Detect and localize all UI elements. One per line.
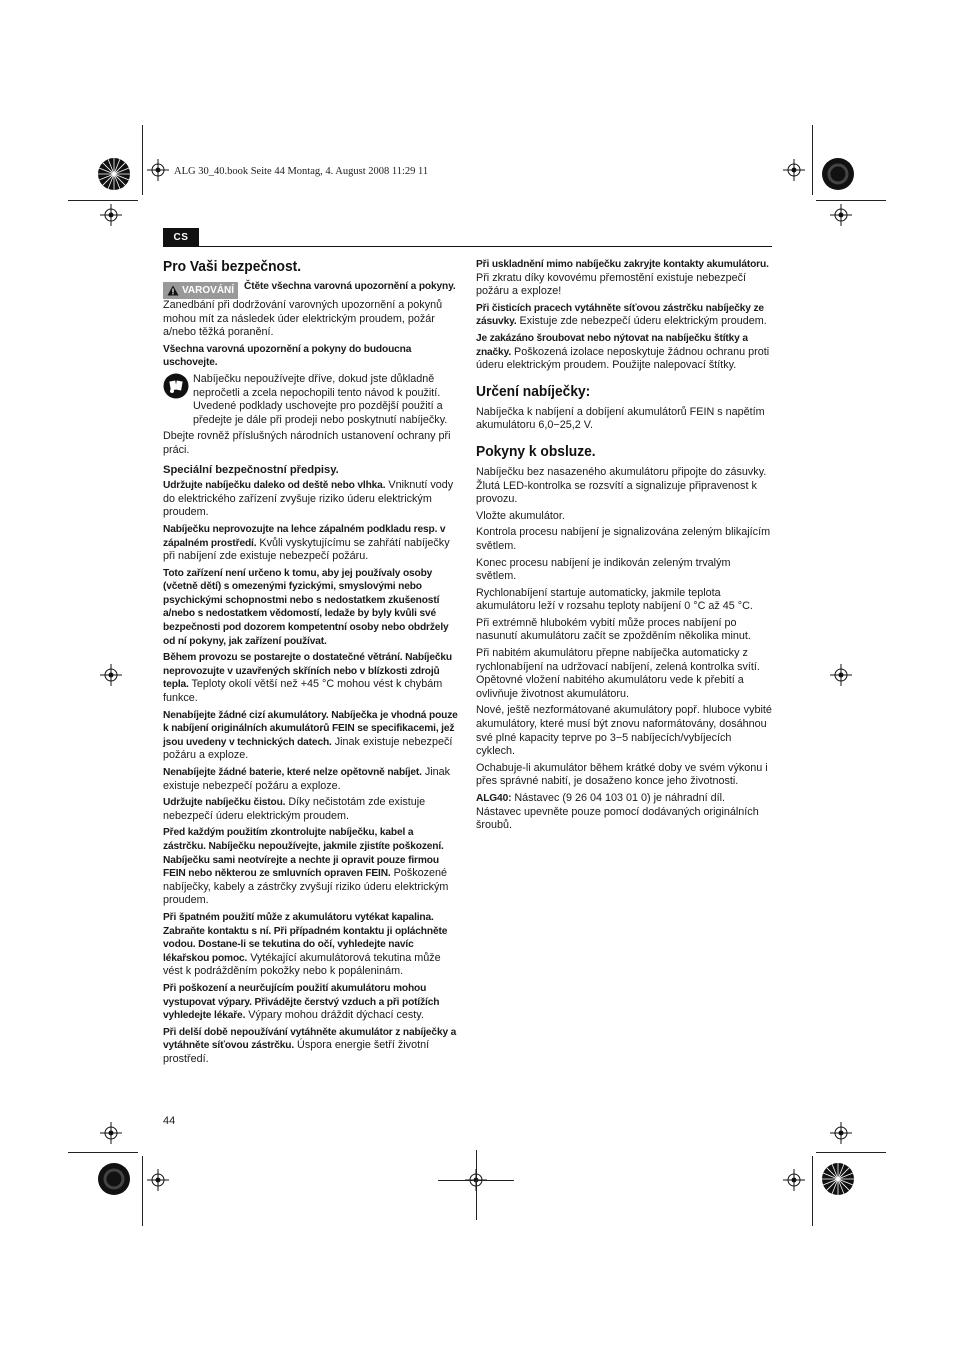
rule-item xyxy=(163,1026,458,1067)
rule-bold: Při čisticích pracech vytáhněte síťovou zástrčku nabíječky ze zásuvky. xyxy=(476,302,764,328)
rule-bold: Udržujte nabíječku čistou. xyxy=(163,797,286,809)
rule-bold: Během provozu se postarejte o dostatečné větrání. Nabíječku neprovozujte v uzavřených skříních nebo v blízkosti zdrojů tepla. xyxy=(163,652,452,691)
warning-bold: Čtěte všechna varovná upozornění a pokyny. xyxy=(244,281,456,292)
operation-item: Kontrola procesu nabíjení je signalizována zeleným blikajícím světlem. xyxy=(476,526,771,552)
rule-item xyxy=(163,766,458,793)
section-title-safety: Pro Vaši bezpečnost. xyxy=(163,258,302,275)
crop-mark xyxy=(816,1152,886,1153)
special-rules-heading: Speciální bezpečnostní předpisy. xyxy=(163,463,339,476)
rule-item xyxy=(163,567,458,649)
operation-item: Rychlonabíjení startuje automaticky, jakmile teplota akumulátoru leží v rozsahu teploty nabíjení 0 °C až 45 °C. xyxy=(476,586,753,613)
crosshair-mark-icon xyxy=(100,1122,122,1144)
rule-text: Teploty okolí větší než +45 °C mohou vést k chybám funkce. xyxy=(163,678,443,705)
operation-item: Nové, ještě nezformátované akumulátory popř. hluboce vybité akumulátory, které musí být znovu naformátovány, dosáhnou své plné kapacity teprve po 3−5 nabíjecích/vybíjecích cyklech. xyxy=(476,704,772,758)
crosshair-mark-icon xyxy=(783,159,805,181)
rule-text: Při zkratu díky kovovému přemostění existuje nebezpečí požáru a exploze! xyxy=(476,271,747,298)
crop-mark xyxy=(68,200,138,201)
crosshair-mark-icon xyxy=(830,204,852,226)
right-column xyxy=(476,258,772,836)
crosshair-mark-icon xyxy=(147,1169,169,1191)
rule-item xyxy=(476,332,772,373)
read-manual-icon xyxy=(163,373,189,399)
crop-mark xyxy=(476,1150,477,1220)
operation-item: Vložte akumulátor. xyxy=(476,509,565,522)
rule-item xyxy=(163,911,458,979)
crop-mark xyxy=(142,1156,143,1226)
rule-text: Vytékající akumulátorová tekutina může vést k podrážděním pokožky nebo k popáleninám. xyxy=(163,951,441,978)
rule-bold: Toto zařízení není určeno k tomu, aby jej používaly osoby (včetně dětí) s omezenými fyzickými, smyslovými nebo psychickými schopnostmi nebo s nedostatkem zkušeností a/nebo s nedostatkem vědomostí, ledaže by byly kvůli své bezpečnosti pod dozorem kompetentní osoby nebo obdržely od ní pokyny, jak zařízení používat. xyxy=(163,567,449,647)
rule-item xyxy=(163,709,458,763)
warning-text: Zanedbání při dodržování varovných upozornění a pokynů mohou mít za následek úder elektrickým proudem, požár a/nebo těžká poranění. xyxy=(163,299,443,339)
rule-text: Existuje zde nebezpečí úderu elektrickým proudem. xyxy=(516,315,767,328)
crop-mark xyxy=(812,1156,813,1226)
rule-bold: Při špatném použití může z akumulátoru vytékat kapalina. Zabraňte kontaktu s ní. Při případném kontaktu ji opláchněte vodou. Dostane-li se tekutina do očí, vyhledejte navíc lékařskou pomoc. xyxy=(163,911,448,964)
warning-triangle-icon xyxy=(167,285,179,296)
rule-text: Vniknutí vody do elektrického zařízení zvyšuje riziko úderu elektrickým proudem. xyxy=(163,479,454,519)
rule-text: Úspora energie šetří životní prostředí. xyxy=(163,1039,430,1065)
crosshair-mark-icon xyxy=(830,1122,852,1144)
operation-item: Při extrémně hlubokém vybití může proces nabíjení po nasunutí akumulátoru začít se zpožděním několika minut. xyxy=(476,616,751,643)
model-label: ALG40: xyxy=(476,793,512,804)
rule-bold: Při uskladnění mimo nabíječku zakryjte kontakty akumulátoru. xyxy=(476,259,769,270)
manual-block xyxy=(163,373,458,430)
rule-item xyxy=(476,302,772,329)
crosshair-mark-icon xyxy=(147,159,169,181)
operation-text: Nástavec (9 26 04 103 01 0) je náhradní díl. Nástavec upevněte pouze pomocí dodávaných originálních šroubů. xyxy=(476,792,759,832)
rule-item xyxy=(476,258,772,299)
rule-bold: Je zakázáno šroubovat nebo nýtovat na nabíječku štítky a značky. xyxy=(476,332,748,358)
rule-bold: Při poškození a neurčujícím použití akumulátoru mohou vystupovat výpary. Přivádějte čerstvý vzduch a při potížích vyhledejte lékaře. xyxy=(163,982,440,1022)
registration-target-icon xyxy=(821,1162,855,1196)
registration-target-icon xyxy=(821,157,855,191)
rule-bold: Nabíječku neprovozujte na lehce zápalném podkladu resp. v zápalném prostředí. xyxy=(163,523,446,549)
crop-mark xyxy=(816,200,886,201)
rule-bold: Udržujte nabíječku daleko od deště nebo vlhka. xyxy=(163,480,386,492)
rule-bold: Při delší době nepoužívání vytáhněte akumulátor z nabíječky a vytáhněte síťovou zástrčku. xyxy=(163,1026,457,1052)
registration-target-icon xyxy=(97,157,131,191)
language-badge: CS xyxy=(163,228,199,247)
operation-item: Ochabuje-li akumulátor během krátké doby ve svém výkonu i přes správné nabití, je dosaženo konce jeho životnosti. xyxy=(476,761,768,788)
crop-mark xyxy=(142,125,143,195)
registration-target-icon xyxy=(97,1162,131,1196)
rule-text: Jinak existuje nebezpečí požáru a exploze. xyxy=(163,735,453,762)
manual-text: Nabíječku nepoužívejte dříve, dokud jste důkladně nepročetli a zcela nepochopili tento návod k použití. Uvedené podklady uschovejte pro pozdější použití a předejte je dále při prodeji nebo poskytnutí nabíječky. xyxy=(193,372,448,426)
crosshair-mark-icon xyxy=(100,204,122,226)
national-rules: Dbejte rovněž příslušných národních ustanovení ochrany při práci. xyxy=(163,430,451,456)
operation-item xyxy=(476,792,772,833)
rule-text: Poškozené nabíječky, kabely a zástrčky zvyšují riziko úderu elektrickým proudem. xyxy=(163,867,449,907)
rule-item xyxy=(163,796,458,823)
rule-bold: Před každým použitím zkontrolujte nabíječku, kabel a zástrčku. Nabíječku nepoužívejte, jakmile zjistíte poškození. Nabíječku sami neotvírejte a nechte ji opravit pouze firmou FEIN nebo některou ze smluvních opraven FEIN. xyxy=(163,827,444,880)
warning-badge-label: VAROVÁNÍ xyxy=(182,284,235,296)
crosshair-mark-icon xyxy=(783,1169,805,1191)
keep-instructions: Všechna varovná upozornění a pokyny do budoucna uschovejte. xyxy=(163,343,412,369)
page-number: 44 xyxy=(163,1115,176,1127)
section-title-operation: Pokyny k obsluze. xyxy=(476,442,596,460)
rule-item xyxy=(163,982,458,1023)
rule-text: Jinak existuje nebezpečí požáru a exploze. xyxy=(163,766,451,792)
warning-badge xyxy=(163,282,238,299)
purpose-text: Nabíječka k nabíjení a dobíjení akumulátorů FEIN s napětím akumulátoru 6,0−25,2 V. xyxy=(476,405,765,432)
rule-item xyxy=(163,479,458,520)
crosshair-mark-icon xyxy=(100,664,122,686)
operation-item: Konec procesu nabíjení je indikován zeleným trvalým světlem. xyxy=(476,556,731,583)
rule-text: Díky nečistotám zde existuje nebezpečí úderu elektrickým proudem. xyxy=(163,796,426,822)
rule-bold: Nenabíjejte žádné baterie, které nelze opětovně nabíjet. xyxy=(163,767,422,778)
print-header: ALG 30_40.book Seite 44 Montag, 4. August 2008 11:29 11 xyxy=(174,166,429,177)
warning-block xyxy=(163,281,458,299)
rule-item xyxy=(163,651,458,705)
crop-mark xyxy=(812,125,813,195)
rule-item xyxy=(163,523,458,564)
rule-text: Poškozená izolace neposkytuje žádnou ochranu proti úderu elektrickým proudem. Použijte nalepovací štítky. xyxy=(476,345,770,372)
header-rule xyxy=(199,246,772,247)
rule-bold: Nenabíjejte žádné cizí akumulátory. Nabíječka je vhodná pouze k nabíjení originálních akumulátorů FEIN se specifikacemi, jež jsou uvedeny v technických datech. xyxy=(163,709,458,748)
crop-mark xyxy=(68,1152,138,1153)
section-title-purpose: Určení nabíječky: xyxy=(476,382,591,400)
rule-item xyxy=(163,826,458,908)
rule-text: Kvůli vyskytujícímu se zahřátí nabíječky při nabíjení zde existuje nebezpečí požáru. xyxy=(163,536,450,563)
rule-text: Výpary mohou dráždit dýchací cesty. xyxy=(245,1009,424,1022)
operation-item: Při nabitém akumulátoru přepne nabíječka automaticky z rychlonabíjení na udržovací nabíjení, zelená kontrolka svítí. Opětovné vložení nabitého akumulátoru vede k přebití a ovlivňuje životnost akumulátoru. xyxy=(476,647,760,700)
crosshair-mark-icon xyxy=(830,664,852,686)
operation-item: Nabíječku bez nasazeného akumulátoru připojte do zásuvky. Žlutá LED-kontrolka se rozsvítí a signalizuje připravenost k provozu. xyxy=(476,465,767,506)
left-column xyxy=(163,258,458,1069)
